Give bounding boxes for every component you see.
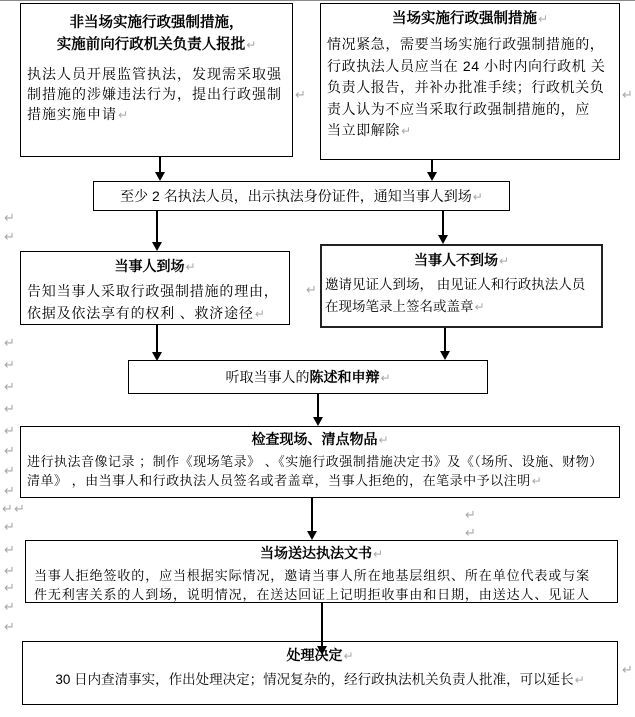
pilcrow-mark: ↵ — [4, 580, 15, 595]
linebreak-mark: ↵ — [372, 547, 384, 561]
linebreak-mark: ↵ — [378, 433, 389, 447]
title-line: 非当场实施行政强制措施， — [69, 15, 244, 31]
body-line: 依据及依法享有的权利 、救济途径↵ — [27, 305, 266, 321]
body-line: 制措施的涉嫌违法行为，提出行政强制 — [27, 86, 282, 102]
body-line: 清单》 ，由当事人和行政执法人员签名或者盖章，当事人拒绝的，在笔录中予以注明↵ — [27, 473, 543, 488]
body-line: 邀请见证人到场， 由见证人和行政执法人员 — [325, 277, 586, 292]
pilcrow-mark: ↵ — [4, 542, 15, 557]
node-title: 当事人不到场↵ — [413, 252, 510, 268]
node-title — [21, 12, 292, 56]
body-line: 措施实施申请↵ — [27, 106, 130, 122]
linebreak-mark: ↵ — [537, 12, 549, 26]
linebreak-mark: ↵ — [531, 474, 543, 488]
linebreak-mark: ↵ — [574, 673, 585, 687]
node-party-present — [20, 251, 290, 325]
body-line: 执法人员开展监管执法，发现需采取强 — [27, 66, 282, 82]
pilcrow-mark: ↵ — [2, 501, 13, 516]
flow-arrow-box3-to-box4 — [152, 211, 162, 251]
node-notify-party — [93, 181, 510, 211]
pilcrow-mark: ↵ — [465, 525, 476, 540]
body-line: 进行执法音像记录 ；制作《现场笔录》 、《实施行政强制措施决定书》及《（场所、设施、财物） — [27, 454, 603, 469]
node-non-onsite-pre-approval — [20, 3, 293, 157]
pilcrow-mark: ↵ — [4, 357, 15, 372]
node-deliver-documents — [25, 540, 618, 603]
body-line: 当事人拒绝签收的，应当根据实际情况，邀请当事人所在地基层组织、所在单位代表或与案 — [34, 568, 591, 583]
node-title: 检查现场、清点物品↵ — [251, 431, 389, 447]
pilcrow-mark: ↵ — [295, 87, 306, 102]
body-line: 当立即解除↵ — [327, 122, 412, 138]
linebreak-mark: ↵ — [401, 124, 412, 138]
linebreak-mark: ↵ — [380, 371, 391, 385]
flow-arrow-box1-to-box3 — [155, 157, 165, 181]
node-title: 当场送达执法文书↵ — [259, 545, 384, 561]
node-body — [21, 452, 619, 491]
node-party-absent — [320, 244, 603, 328]
node-inspect-site — [20, 426, 620, 498]
pilcrow-mark: ↵ — [4, 619, 15, 634]
body-line: 情况紧急，需要当场实施行政强制措施的， — [327, 36, 605, 52]
pilcrow-mark: ↵ — [4, 519, 15, 534]
node-body — [26, 566, 617, 604]
flow-arrow-box7-to-box8 — [307, 498, 317, 540]
pilcrow-mark: ↵ — [4, 599, 15, 614]
pilcrow-mark: ↵ — [4, 423, 15, 438]
pilcrow-mark: ↵ — [4, 483, 15, 498]
node-statement-defense — [128, 360, 488, 394]
pilcrow-mark: ↵ — [14, 501, 25, 516]
pilcrow-mark: ↵ — [4, 379, 15, 394]
pilcrow-mark: ↵ — [306, 282, 317, 297]
body-line: 件无利害关系的人到场，说明情况，在送达回证上记明拒收事由和日期，由送达人、见证人 — [34, 587, 591, 602]
flow-arrow-box4-to-box6 — [152, 325, 162, 361]
body-line: 责人认为不应当采取行政强制措施的，应 — [327, 100, 590, 117]
pilcrow-mark: ↵ — [622, 662, 633, 677]
flow-arrow-box5-to-box6 — [440, 328, 450, 360]
pilcrow-mark: ↵ — [622, 87, 633, 102]
linebreak-mark: ↵ — [474, 300, 485, 314]
linebreak-mark: ↵ — [498, 254, 510, 268]
node-body: 至少 2 名执法人员，出示执法身份证件，通知当事人到场↵ — [120, 188, 483, 204]
linebreak-mark: ↵ — [472, 190, 483, 204]
node-body — [322, 274, 601, 318]
flow-arrow-box3-to-box5 — [438, 211, 448, 244]
linebreak-mark: ↵ — [118, 108, 130, 122]
node-body — [21, 280, 289, 325]
page-top-rule — [0, 0, 635, 1]
pilcrow-mark: ↵ — [4, 443, 15, 458]
pilcrow-mark: ↵ — [4, 210, 15, 225]
node-title: 处理决定↵ — [286, 647, 354, 663]
pilcrow-mark: ↵ — [465, 507, 476, 522]
node-body: 听取当事人的陈述和申辩↵ — [225, 369, 391, 385]
node-title: 当场实施行政强制措施↵ — [391, 11, 549, 27]
node-body — [21, 64, 292, 125]
flow-arrow-box8-to-box9 — [317, 603, 327, 655]
node-onsite-implementation — [320, 3, 620, 160]
node-body: 30 日内查清事实，作出处理决定；情况复杂的，经行政执法机关负责人批准，可以延长↵ — [55, 672, 585, 687]
pilcrow-mark: ↵ — [4, 229, 15, 244]
node-title: 当事人到场↵ — [114, 258, 196, 274]
pilcrow-mark: ↵ — [4, 335, 15, 350]
pilcrow-mark: ↵ — [4, 401, 15, 416]
body-line: 告知当事人采取行政强制措施的理由， — [27, 283, 279, 299]
linebreak-mark: ↵ — [185, 260, 196, 274]
linebreak-mark: ↵ — [246, 38, 257, 52]
node-body — [321, 34, 619, 143]
flow-arrow-box2-to-box3 — [427, 160, 437, 181]
body-line: 在现场笔录上签名或盖章↵ — [325, 299, 485, 314]
pilcrow-mark: ↵ — [4, 563, 15, 578]
flow-arrow-box6-to-box7 — [313, 394, 323, 426]
body-line: 行政执法人员应当在 24 小时内向行政机 关 — [327, 57, 606, 74]
linebreak-mark: ↵ — [254, 307, 266, 321]
linebreak-mark: ↵ — [343, 649, 354, 663]
pilcrow-mark: ↵ — [4, 463, 15, 478]
title-line: 实施前向行政机关负责人报批↵ — [56, 37, 257, 53]
body-line: 负责人报告，并补办批准手续；行政机关负 — [327, 79, 605, 95]
